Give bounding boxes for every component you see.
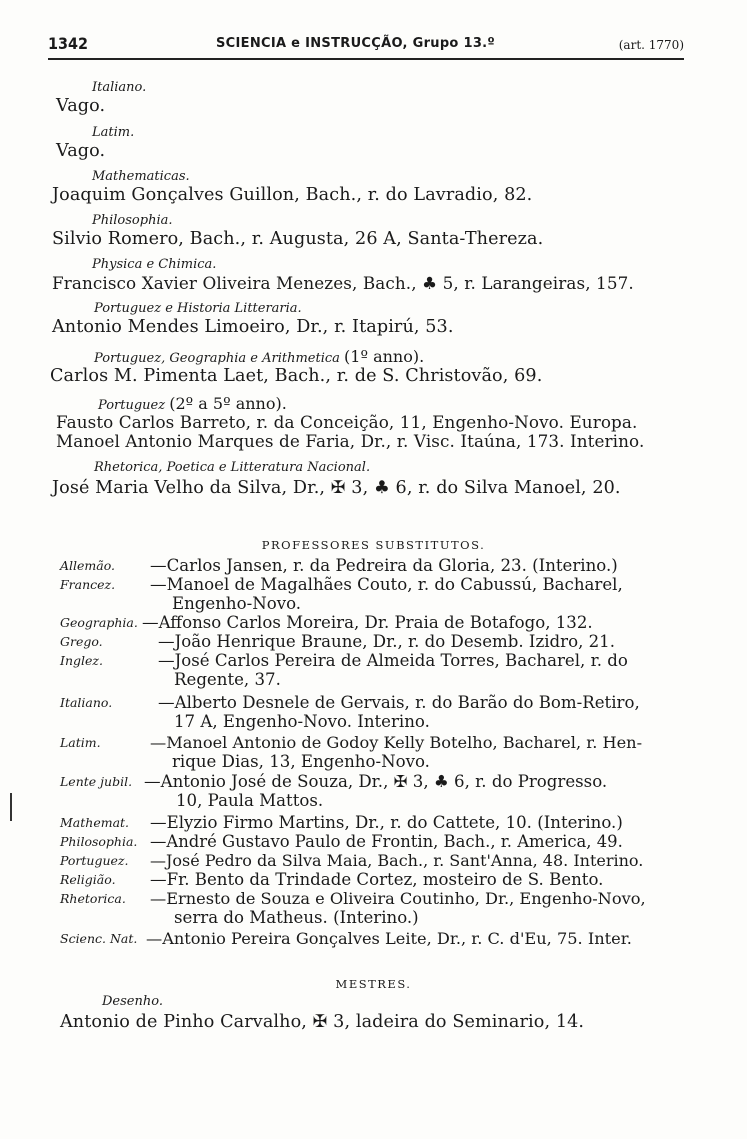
substitute-row [60,733,692,771]
substitute-text: —Elyzio Firmo Martins, Dr., r. do Cattete, 10. (Interino.) [150,813,623,832]
substitute-row [60,651,692,689]
substitute-row [60,613,692,632]
substitute-subject: Portuguez. [60,853,129,868]
subject-heading: Desenho. [102,994,163,1009]
substitute-text: —Manoel Antonio de Godoy Kelly Botelho, Bacharel, r. Hen- [150,733,643,752]
substitute-continuation: Engenho-Novo. [172,594,302,613]
substitute-row [60,693,692,731]
subject-heading: Philosophia. [92,213,173,228]
substitute-subject: Italiano. [60,695,113,710]
entry-line: José Maria Velho da Silva, Dr., ✠ 3, ♣ 6, r. do Silva Manoel, 20. [52,478,621,498]
substitute-text: —Antonio Pereira Gonçalves Leite, Dr., r. C. d'Eu, 75. Inter. [146,929,632,948]
subject-heading: Portuguez e Historia Litteraria. [94,301,302,316]
substitute-text: —Ernesto de Souza e Oliveira Coutinho, Dr., Engenho-Novo, [150,889,646,908]
substitute-text: —Affonso Carlos Moreira, Dr. Praia de Botafogo, 132. [142,613,593,632]
substitute-row [60,632,692,651]
subject-heading: Rhetorica, Poetica e Litteratura Nacional. [94,460,371,475]
substitute-text: —Antonio José de Souza, Dr., ✠ 3, ♣ 6, r. do Progresso. [144,772,608,791]
substitute-subject: Mathemat. [60,815,130,830]
substitute-subject: Geographia. [60,615,138,630]
substitute-row [60,870,692,889]
mestres-heading: MESTRES. [335,977,412,991]
substitute-continuation: Regente, 37. [174,670,281,689]
substitute-subject: Allemão. [60,558,116,573]
substitute-text: —André Gustavo Paulo de Frontin, Bach., r. America, 49. [150,832,623,851]
entry-line: Manoel Antonio Marques de Faria, Dr., r. Visc. Itaúna, 173. Interino. [56,431,645,451]
substitute-subject: Latim. [60,735,101,750]
subject-heading: Mathematicas. [92,169,190,184]
substitute-text: —José Pedro da Silva Maia, Bach., r. Sant'Anna, 48. Interino. [150,851,644,870]
substitute-row [60,889,692,927]
header-title: SCIENCIA e INSTRUCÇÃO, Grupo 13.º [216,36,496,51]
substitute-row [60,556,692,575]
subject-heading: Latim. [92,125,135,140]
entry-line: Fausto Carlos Barreto, r. da Conceição, 11, Engenho-Novo. Europa. [56,412,638,432]
substitute-continuation: 10, Paula Mattos. [176,791,324,810]
subject-heading [94,347,424,366]
margin-mark [10,793,12,821]
entry-line: Joaquim Gonçalves Guillon, Bach., r. do Lavradio, 82. [52,185,533,205]
substitute-row [60,851,692,870]
running-header [48,30,684,60]
article-number: (art. 1770) [618,38,684,52]
entry-line: Vago. [56,141,106,161]
substitute-text: —José Carlos Pereira de Almeida Torres, Bacharel, r. do [158,651,628,670]
substitute-subject: Grego. [60,634,103,649]
entry-line: Silvio Romero, Bach., r. Augusta, 26 A, Santa-Thereza. [52,229,544,249]
substitute-subject: Religião. [60,872,116,887]
subject-note: (2º a 5º anno). [169,394,287,413]
substitutes-heading: PROFESSORES SUBSTITUTOS. [261,538,486,552]
substitute-subject: Rhetorica. [60,891,126,906]
entry-line: Francisco Xavier Oliveira Menezes, Bach., ♣ 5, r. Larangeiras, 157. [52,273,634,293]
substitute-subject: Scienc. Nat. [60,931,138,946]
substitute-row [60,575,692,613]
substitute-row [60,772,692,810]
entry-line: Carlos M. Pimenta Laet, Bach., r. de S. Christovão, 69. [50,366,543,386]
subject-heading: Physica e Chimica. [92,257,217,272]
substitute-continuation: serra do Matheus. (Interino.) [174,908,419,927]
substitute-subject: Francez. [60,577,116,592]
substitute-continuation: 17 A, Engenho-Novo. Interino. [174,712,430,731]
substitute-text: —Carlos Jansen, r. da Pedreira da Gloria, 23. (Interino.) [150,556,618,575]
subject-title: Portuguez, Geographia e Arithmetica [94,351,340,366]
substitute-row [60,929,692,948]
entry-line: Antonio Mendes Limoeiro, Dr., r. Itapirú, 53. [52,317,454,337]
subject-heading: Italiano. [92,80,147,95]
subject-note: (1º anno). [344,347,425,366]
subject-title: Portuguez [98,398,166,413]
substitute-text: —Manoel de Magalhães Couto, r. do Cabussú, Bacharel, [150,575,623,594]
substitute-continuation: rique Dias, 13, Engenho-Novo. [172,752,430,771]
substitute-text: —João Henrique Braune, Dr., r. do Desemb. Izidro, 21. [158,632,616,651]
substitute-text: —Fr. Bento da Trindade Cortez, mosteiro de S. Bento. [150,870,604,889]
substitute-subject: Lente jubil. [60,774,133,789]
substitute-row [60,832,692,851]
header-rule [48,58,684,60]
substitute-subject: Inglez. [60,653,103,668]
entry-line: Vago. [56,96,106,116]
page-number: 1342 [48,34,89,53]
substitute-subject: Philosophia. [60,834,138,849]
subject-heading [98,394,287,413]
substitute-text: —Alberto Desnele de Gervais, r. do Barão do Bom-Retiro, [158,693,640,712]
entry-line: Antonio de Pinho Carvalho, ✠ 3, ladeira do Seminario, 14. [60,1012,585,1032]
substitute-row [60,813,692,832]
